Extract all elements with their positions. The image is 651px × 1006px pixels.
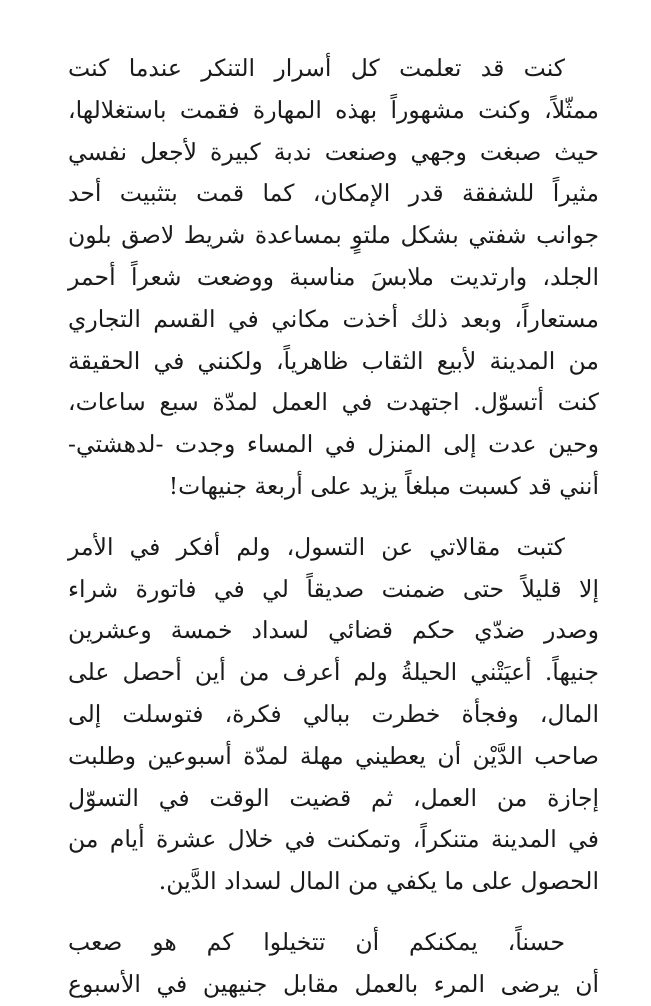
text-line: ممثّلاً، وكنت مشهوراً بهذه المهارة فقمت باستغلالها، <box>68 95 599 124</box>
text-line: جنيهاً. أعيَتْني الحيلةُ ولم أعرف من أين أحصل على <box>68 658 599 687</box>
text-line: وصدر ضدّي حكم قضائي لسداد خمسة وعشرين <box>68 616 599 645</box>
text-line: مستعاراً، وبعد ذلك أخذت مكاني في القسم التجاري <box>68 304 599 333</box>
text-line: صاحب الدَّيْن أن يعطيني مهلة لمدّة أسبوعين وطلبت <box>68 741 599 770</box>
text-line: وحين عدت إلى المنزل في المساء وجدت -لدهشتي- <box>68 430 599 459</box>
text-line: الحصول على ما يكفي من المال لسداد الدَّين. <box>158 867 599 896</box>
text-line: مثيراً للشفقة قدر الإمكان، كما قمت بتثبيت أحد <box>68 179 599 208</box>
text-line: حيث صبغت وجهي وصنعت ندبة كبيرة لأجعل نفسي <box>68 137 599 166</box>
text-line: أنني قد كسبت مبلغاً يزيد على أربعة جنيهات! <box>168 471 599 500</box>
text-line: أن يرضى المرء بالعمل مقابل جنيهين في الأسبوع <box>68 969 599 998</box>
text-line: كنت قد تعلمت كل أسرار التنكر عندما كنت <box>68 54 565 82</box>
text-line: المال، وفجأة خطرت ببالي فكرة، فتوسلت إلى <box>68 699 599 728</box>
text-line: في المدينة متنكراً، وتمكنت في خلال عشرة أيام من <box>68 825 599 854</box>
text-line: من المدينة لأبيع الثقاب ظاهرياً، ولكنني في الحقيقة <box>68 346 599 375</box>
text-line: جوانب شفتي بشكل ملتوٍ بمساعدة شريط لاصق بلون <box>68 221 599 250</box>
text-line: إجازة من العمل، ثم قضيت الوقت في التسوّل <box>68 783 599 812</box>
text-line: كتبت مقالاتي عن التسول، ولم أفكر في الأمر <box>68 532 565 561</box>
text-line: الجلد، وارتديت ملابسَ مناسبة ووضعت شعراً أحمر <box>68 262 599 291</box>
text-line: إلا قليلاً حتى ضمنت صديقاً لي في فاتورة شراء <box>68 574 599 603</box>
text-line: كنت أتسوّل. اجتهدت في العمل لمدّة سبع ساعات، <box>68 388 599 417</box>
paragraph-1 <box>68 48 599 508</box>
text-line: حسناً، يمكنكم أن تتخيلوا كم هو صعب <box>68 927 565 956</box>
paragraph-3 <box>68 922 599 1006</box>
paragraph-2 <box>68 527 599 903</box>
